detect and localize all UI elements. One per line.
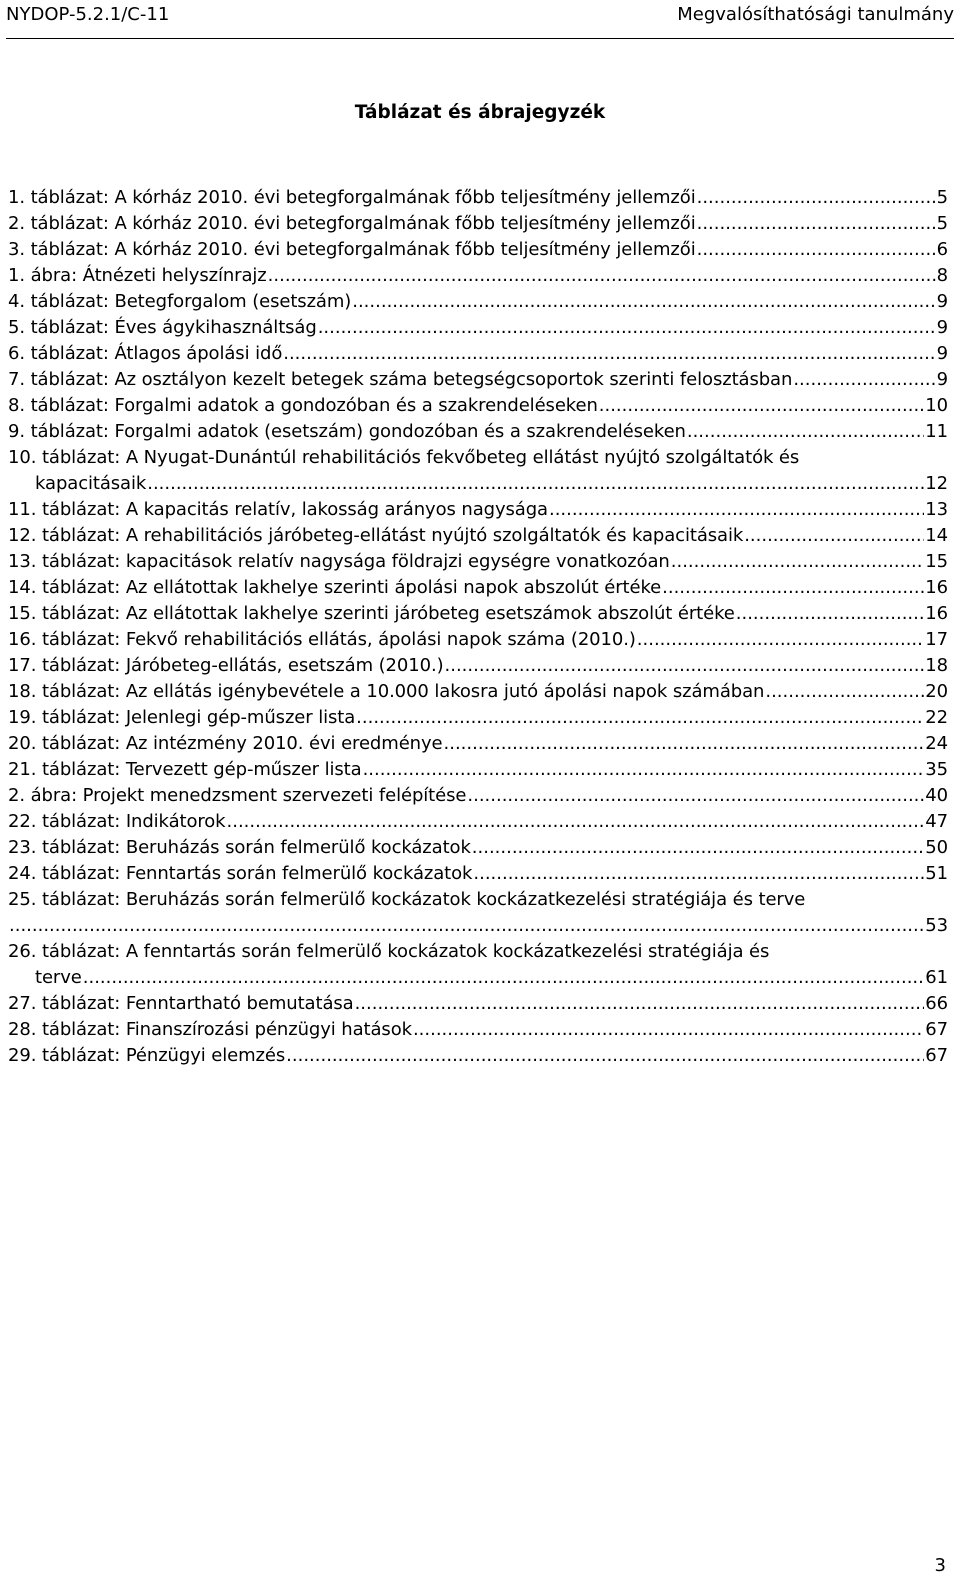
toc-entry[interactable] <box>8 393 948 419</box>
toc-entry-title: 5. táblázat: Éves ágykihasználtság <box>8 317 317 338</box>
dot-leader <box>268 263 936 289</box>
toc-entry-page: 8 <box>936 265 948 286</box>
toc-entry-title: 7. táblázat: Az osztályon kezelt betegek száma betegségcsoportok szerinti felosztásban <box>8 369 793 390</box>
toc-entry-title: 28. táblázat: Finanszírozási pénzügyi hatások <box>8 1019 412 1040</box>
toc-entry-title: 2. ábra: Projekt menedzsment szervezeti felépítése <box>8 785 467 806</box>
toc-entry[interactable] <box>8 601 948 627</box>
toc-entry-page: 9 <box>936 369 948 390</box>
toc-entry[interactable] <box>8 1043 948 1069</box>
toc-entry[interactable] <box>8 575 948 601</box>
toc-entry-title: 11. táblázat: A kapacitás relatív, lakosság arányos nagysága <box>8 499 548 520</box>
toc-entry-page: 5 <box>936 187 948 208</box>
toc-entry[interactable] <box>8 835 948 861</box>
dot-leader <box>697 211 936 237</box>
toc-entry-page: 24 <box>925 733 948 754</box>
toc-entry-title: 16. táblázat: Fekvő rehabilitációs ellátás, ápolási napok száma (2010.) <box>8 629 636 650</box>
dot-leader <box>318 315 936 341</box>
toc-entry[interactable] <box>8 419 948 445</box>
toc-entry-title: 20. táblázat: Az intézmény 2010. évi eredménye <box>8 733 443 754</box>
toc-entry-title: 1. táblázat: A kórház 2010. évi betegforgalmának főbb teljesítmény jellemzői <box>8 187 696 208</box>
toc-entry-page: 17 <box>925 629 948 650</box>
toc-entry[interactable] <box>8 939 948 991</box>
toc-entry-page: 20 <box>925 681 948 702</box>
toc-entry-title: 10. táblázat: A Nyugat-Dunántúl rehabilitációs fekvőbeteg ellátást nyújtó szolgáltatók és <box>8 447 800 468</box>
toc-entry[interactable] <box>8 1017 948 1043</box>
toc-entry-page: 53 <box>925 915 948 936</box>
toc-entry[interactable] <box>8 341 948 367</box>
toc-entry-title: 23. táblázat: Beruházás során felmerülő kockázatok <box>8 837 471 858</box>
toc-entry-title: 12. táblázat: A rehabilitációs járóbeteg-ellátást nyújtó szolgáltatók és kapacitásaik <box>8 525 744 546</box>
dot-leader <box>356 705 924 731</box>
dot-leader <box>445 653 925 679</box>
toc-entry-page: 67 <box>925 1045 948 1066</box>
dot-leader <box>744 523 924 549</box>
toc-entry-title: 13. táblázat: kapacitások relatív nagysága földrajzi egységre vonatkozóan <box>8 551 670 572</box>
toc-entry-page: 14 <box>925 525 948 546</box>
toc-entry-page: 51 <box>925 863 948 884</box>
toc-entry-title: 22. táblázat: Indikátorok <box>8 811 226 832</box>
toc-entry-title: 18. táblázat: Az ellátás igénybevétele a 10.000 lakosra jutó ápolási napok számában <box>8 681 765 702</box>
toc-entry-page: 12 <box>925 473 948 494</box>
dot-leader <box>227 809 925 835</box>
toc-entry-title: 19. táblázat: Jelenlegi gép-műszer lista <box>8 707 356 728</box>
dot-leader <box>283 341 935 367</box>
dot-leader <box>352 289 935 315</box>
toc-entry-page: 10 <box>925 395 948 416</box>
toc-entry-title: 3. táblázat: A kórház 2010. évi betegforgalmának főbb teljesítmény jellemzői <box>8 239 696 260</box>
toc-entry-title: 15. táblázat: Az ellátottak lakhelye szerinti járóbeteg esetszámok abszolút értéke <box>8 603 735 624</box>
page-title: Táblázat és ábrajegyzék <box>354 102 606 123</box>
toc-entry-title-continued: terve <box>35 967 82 988</box>
document-code: NYDOP-5.2.1/C-11 <box>6 4 170 25</box>
dot-leader <box>637 627 925 653</box>
toc-entry[interactable] <box>8 445 948 497</box>
dot-leader <box>472 835 925 861</box>
toc-entry-title: 14. táblázat: Az ellátottak lakhelye szerinti ápolási napok abszolút értéke <box>8 577 662 598</box>
toc-entry-title: 27. táblázat: Fenntartható bemutatása <box>8 993 354 1014</box>
toc-entry[interactable] <box>8 783 948 809</box>
dot-leader <box>9 913 924 939</box>
toc-entry-page: 67 <box>925 1019 948 1040</box>
toc-entry-page: 47 <box>925 811 948 832</box>
page-header <box>6 0 954 39</box>
toc-entry-page: 16 <box>925 603 948 624</box>
toc-entry[interactable] <box>8 549 948 575</box>
toc-entry-title: 17. táblázat: Járóbeteg-ellátás, esetszám (2010.) <box>8 655 444 676</box>
toc-entry-title: 26. táblázat: A fenntartás során felmerülő kockázatok kockázatkezelési stratégiája és <box>8 941 770 962</box>
dot-leader <box>599 393 925 419</box>
toc-entry-page: 9 <box>936 343 948 364</box>
toc-entry-page: 15 <box>925 551 948 572</box>
toc-entry[interactable] <box>8 289 948 315</box>
toc-entry-title: 29. táblázat: Pénzügyi elemzés <box>8 1045 286 1066</box>
dot-leader <box>697 237 936 263</box>
toc-entry[interactable] <box>8 263 948 289</box>
toc-entry[interactable] <box>8 627 948 653</box>
toc-entry-page: 6 <box>936 239 948 260</box>
dot-leader <box>662 575 924 601</box>
dot-leader <box>363 757 925 783</box>
toc-entry[interactable] <box>8 679 948 705</box>
toc-entry[interactable] <box>8 237 948 263</box>
dot-leader <box>671 549 925 575</box>
toc-entry-page: 61 <box>925 967 948 988</box>
toc-entry-page: 16 <box>925 577 948 598</box>
dot-leader <box>444 731 925 757</box>
toc-entry-title: 2. táblázat: A kórház 2010. évi betegforgalmának főbb teljesítmény jellemzői <box>8 213 696 234</box>
toc-entry[interactable] <box>8 861 948 887</box>
toc-entry[interactable] <box>8 653 948 679</box>
dot-leader <box>687 419 924 445</box>
toc-entry-page: 50 <box>925 837 948 858</box>
toc-entry-page: 40 <box>925 785 948 806</box>
toc-entry[interactable] <box>8 523 948 549</box>
toc-entry-page: 9 <box>936 291 948 312</box>
toc-entry-title: 24. táblázat: Fenntartás során felmerülő kockázatok <box>8 863 473 884</box>
toc-entry[interactable] <box>8 991 948 1017</box>
toc-entry-title: 21. táblázat: Tervezett gép-műszer lista <box>8 759 362 780</box>
toc-entry-page: 11 <box>925 421 948 442</box>
toc-entry[interactable] <box>8 315 948 341</box>
toc-entry[interactable] <box>8 757 948 783</box>
toc-entry-page: 18 <box>925 655 948 676</box>
dot-leader <box>83 965 925 991</box>
toc-entry[interactable] <box>8 211 948 237</box>
toc-entry[interactable] <box>8 731 948 757</box>
toc-entry-page: 22 <box>925 707 948 728</box>
page-number: 3 <box>934 1555 946 1576</box>
dot-leader <box>697 185 936 211</box>
dot-leader <box>147 471 924 497</box>
dot-leader <box>549 497 924 523</box>
toc-entry-page: 35 <box>925 759 948 780</box>
toc-entry[interactable] <box>8 809 948 835</box>
toc-entry-page: 9 <box>936 317 948 338</box>
toc-entry[interactable] <box>8 887 948 939</box>
toc-entry[interactable] <box>8 185 948 211</box>
toc-entry-title: 8. táblázat: Forgalmi adatok a gondozóban és a szakrendeléseken <box>8 395 598 416</box>
toc-entry[interactable] <box>8 705 948 731</box>
document-type: Megvalósíthatósági tanulmány <box>677 4 954 25</box>
dot-leader <box>765 679 924 705</box>
dot-leader <box>413 1017 924 1043</box>
toc-entry-title: 4. táblázat: Betegforgalom (esetszám) <box>8 291 352 312</box>
toc-entry[interactable] <box>8 367 948 393</box>
toc-entry-page: 5 <box>936 213 948 234</box>
toc-entry-title: 25. táblázat: Beruházás során felmerülő kockázatok kockázatkezelési stratégiája és terve <box>8 889 806 910</box>
dot-leader <box>355 991 925 1017</box>
toc-entry-title: 9. táblázat: Forgalmi adatok (esetszám) gondozóban és a szakrendeléseken <box>8 421 686 442</box>
dot-leader <box>793 367 935 393</box>
dot-leader <box>467 783 924 809</box>
toc-entry-page: 66 <box>925 993 948 1014</box>
dot-leader <box>736 601 925 627</box>
toc-entry[interactable] <box>8 497 948 523</box>
toc-entry-title: 6. táblázat: Átlagos ápolási idő <box>8 343 283 364</box>
toc-entry-page: 13 <box>925 499 948 520</box>
dot-leader <box>473 861 924 887</box>
table-of-contents <box>8 185 948 1069</box>
toc-entry-title-continued: kapacitásaik <box>35 473 147 494</box>
toc-entry-title: 1. ábra: Átnézeti helyszínrajz <box>8 265 267 286</box>
dot-leader <box>286 1043 924 1069</box>
